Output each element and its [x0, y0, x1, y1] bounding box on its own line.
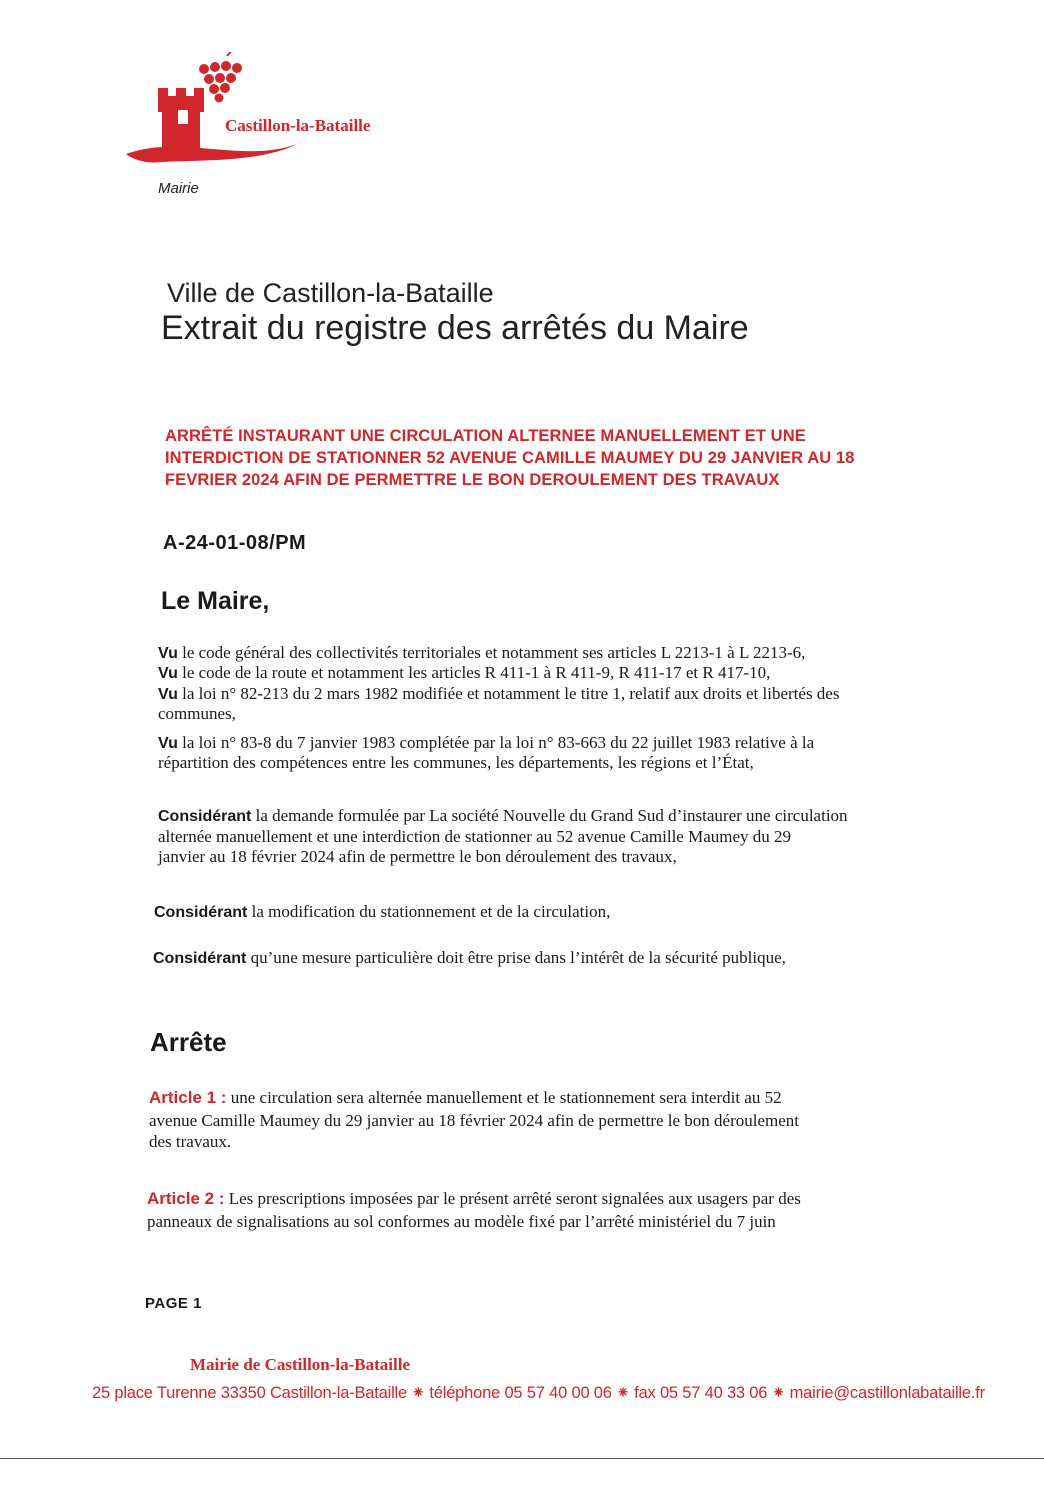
page-title: Extrait du registre des arrêtés du Maire	[161, 309, 749, 347]
article-2: Article 2 : Les prescriptions imposées par le présent arrêté seront signalées aux usagers par des	[147, 1189, 801, 1208]
article-1-line: des travaux.	[149, 1132, 232, 1151]
scan-edge-divider	[0, 1458, 1044, 1459]
article-2-line: panneaux de signalisations au sol conformes au modèle fixé par l’arrêté ministériel du 7 juin	[147, 1212, 776, 1231]
vu-line-continued: répartition des compétences entre les communes, les départements, les régions et l’État,	[158, 753, 754, 772]
vu-line-continued: communes,	[158, 704, 236, 723]
authority-heading: Le Maire,	[161, 587, 270, 615]
article-1-line: avenue Camille Maumey du 29 janvier au 18 février 2024 afin de permettre le bon déroulement	[149, 1111, 800, 1130]
vu-line: Vu le code de la route et notamment les articles R 411-1 à R 411-9, R 411-17 et R 417-10,	[158, 663, 771, 682]
grapes-icon	[199, 52, 242, 103]
logo-subtitle: Mairie	[158, 180, 199, 197]
decree-title-line: FEVRIER 2024 AFIN DE PERMETTRE LE BON DEROULEMENT DES TRAVAUX	[165, 471, 780, 489]
page-number: PAGE 1	[145, 1295, 202, 1312]
footer-title: Mairie de Castillon-la-Bataille	[190, 1355, 411, 1374]
considerant-3: Considérant qu’une mesure particulière doit être prise dans l’intérêt de la sécurité publique,	[153, 948, 786, 967]
considerant-1-line: janvier au 18 février 2024 afin de permettre le bon déroulement des travaux,	[158, 847, 677, 866]
considerant-1: Considérant la demande formulée par La société Nouvelle du Grand Sud d’instaurer une circulation	[158, 806, 848, 825]
decree-reference: A-24-01-08/PM	[163, 532, 307, 554]
decree-title-line: ARRÊTÉ INSTAURANT UNE CIRCULATION ALTERNEE MANUELLEMENT ET UNE	[165, 427, 806, 445]
decree-title	[165, 425, 985, 491]
considerant-2: Considérant la modification du stationnement et de la circulation,	[154, 902, 611, 921]
vu-line: Vu le code général des collectivités territoriales et notamment ses articles L 2213-1 à L 2213-6,	[158, 643, 806, 662]
vu-line: Vu la loi n° 82-213 du 2 mars 1982 modifiée et notamment le titre 1, relatif aux droits et libertés des	[158, 684, 840, 703]
vu-line: Vu la loi n° 83-8 du 7 janvier 1983 complétée par la loi n° 83-663 du 22 juillet 1983 relative à la	[158, 733, 815, 752]
river-icon	[126, 144, 297, 163]
city-name: Ville de Castillon-la-Bataille	[167, 278, 494, 308]
decree-title-line: INTERDICTION DE STATIONNER 52 AVENUE CAMILLE MAUMEY DU 29 JANVIER AU 18	[165, 449, 855, 467]
logo-wordmark: Castillon-la-Bataille	[225, 116, 371, 135]
footer-address: 25 place Turenne 33350 Castillon-la-Bataille ⁕ téléphone 05 57 40 00 06 ⁕ fax 05 57 40 33 06 ⁕ mairie@castillonlabataille.fr	[92, 1384, 985, 1402]
considerant-1-line: alternée manuellement et une interdiction de stationner au 52 avenue Camille Maumey du 29	[158, 827, 792, 846]
article-1: Article 1 : une circulation sera alternée manuellement et le stationnement sera interdit au 52	[149, 1088, 782, 1107]
arrete-heading: Arrête	[150, 1027, 227, 1057]
